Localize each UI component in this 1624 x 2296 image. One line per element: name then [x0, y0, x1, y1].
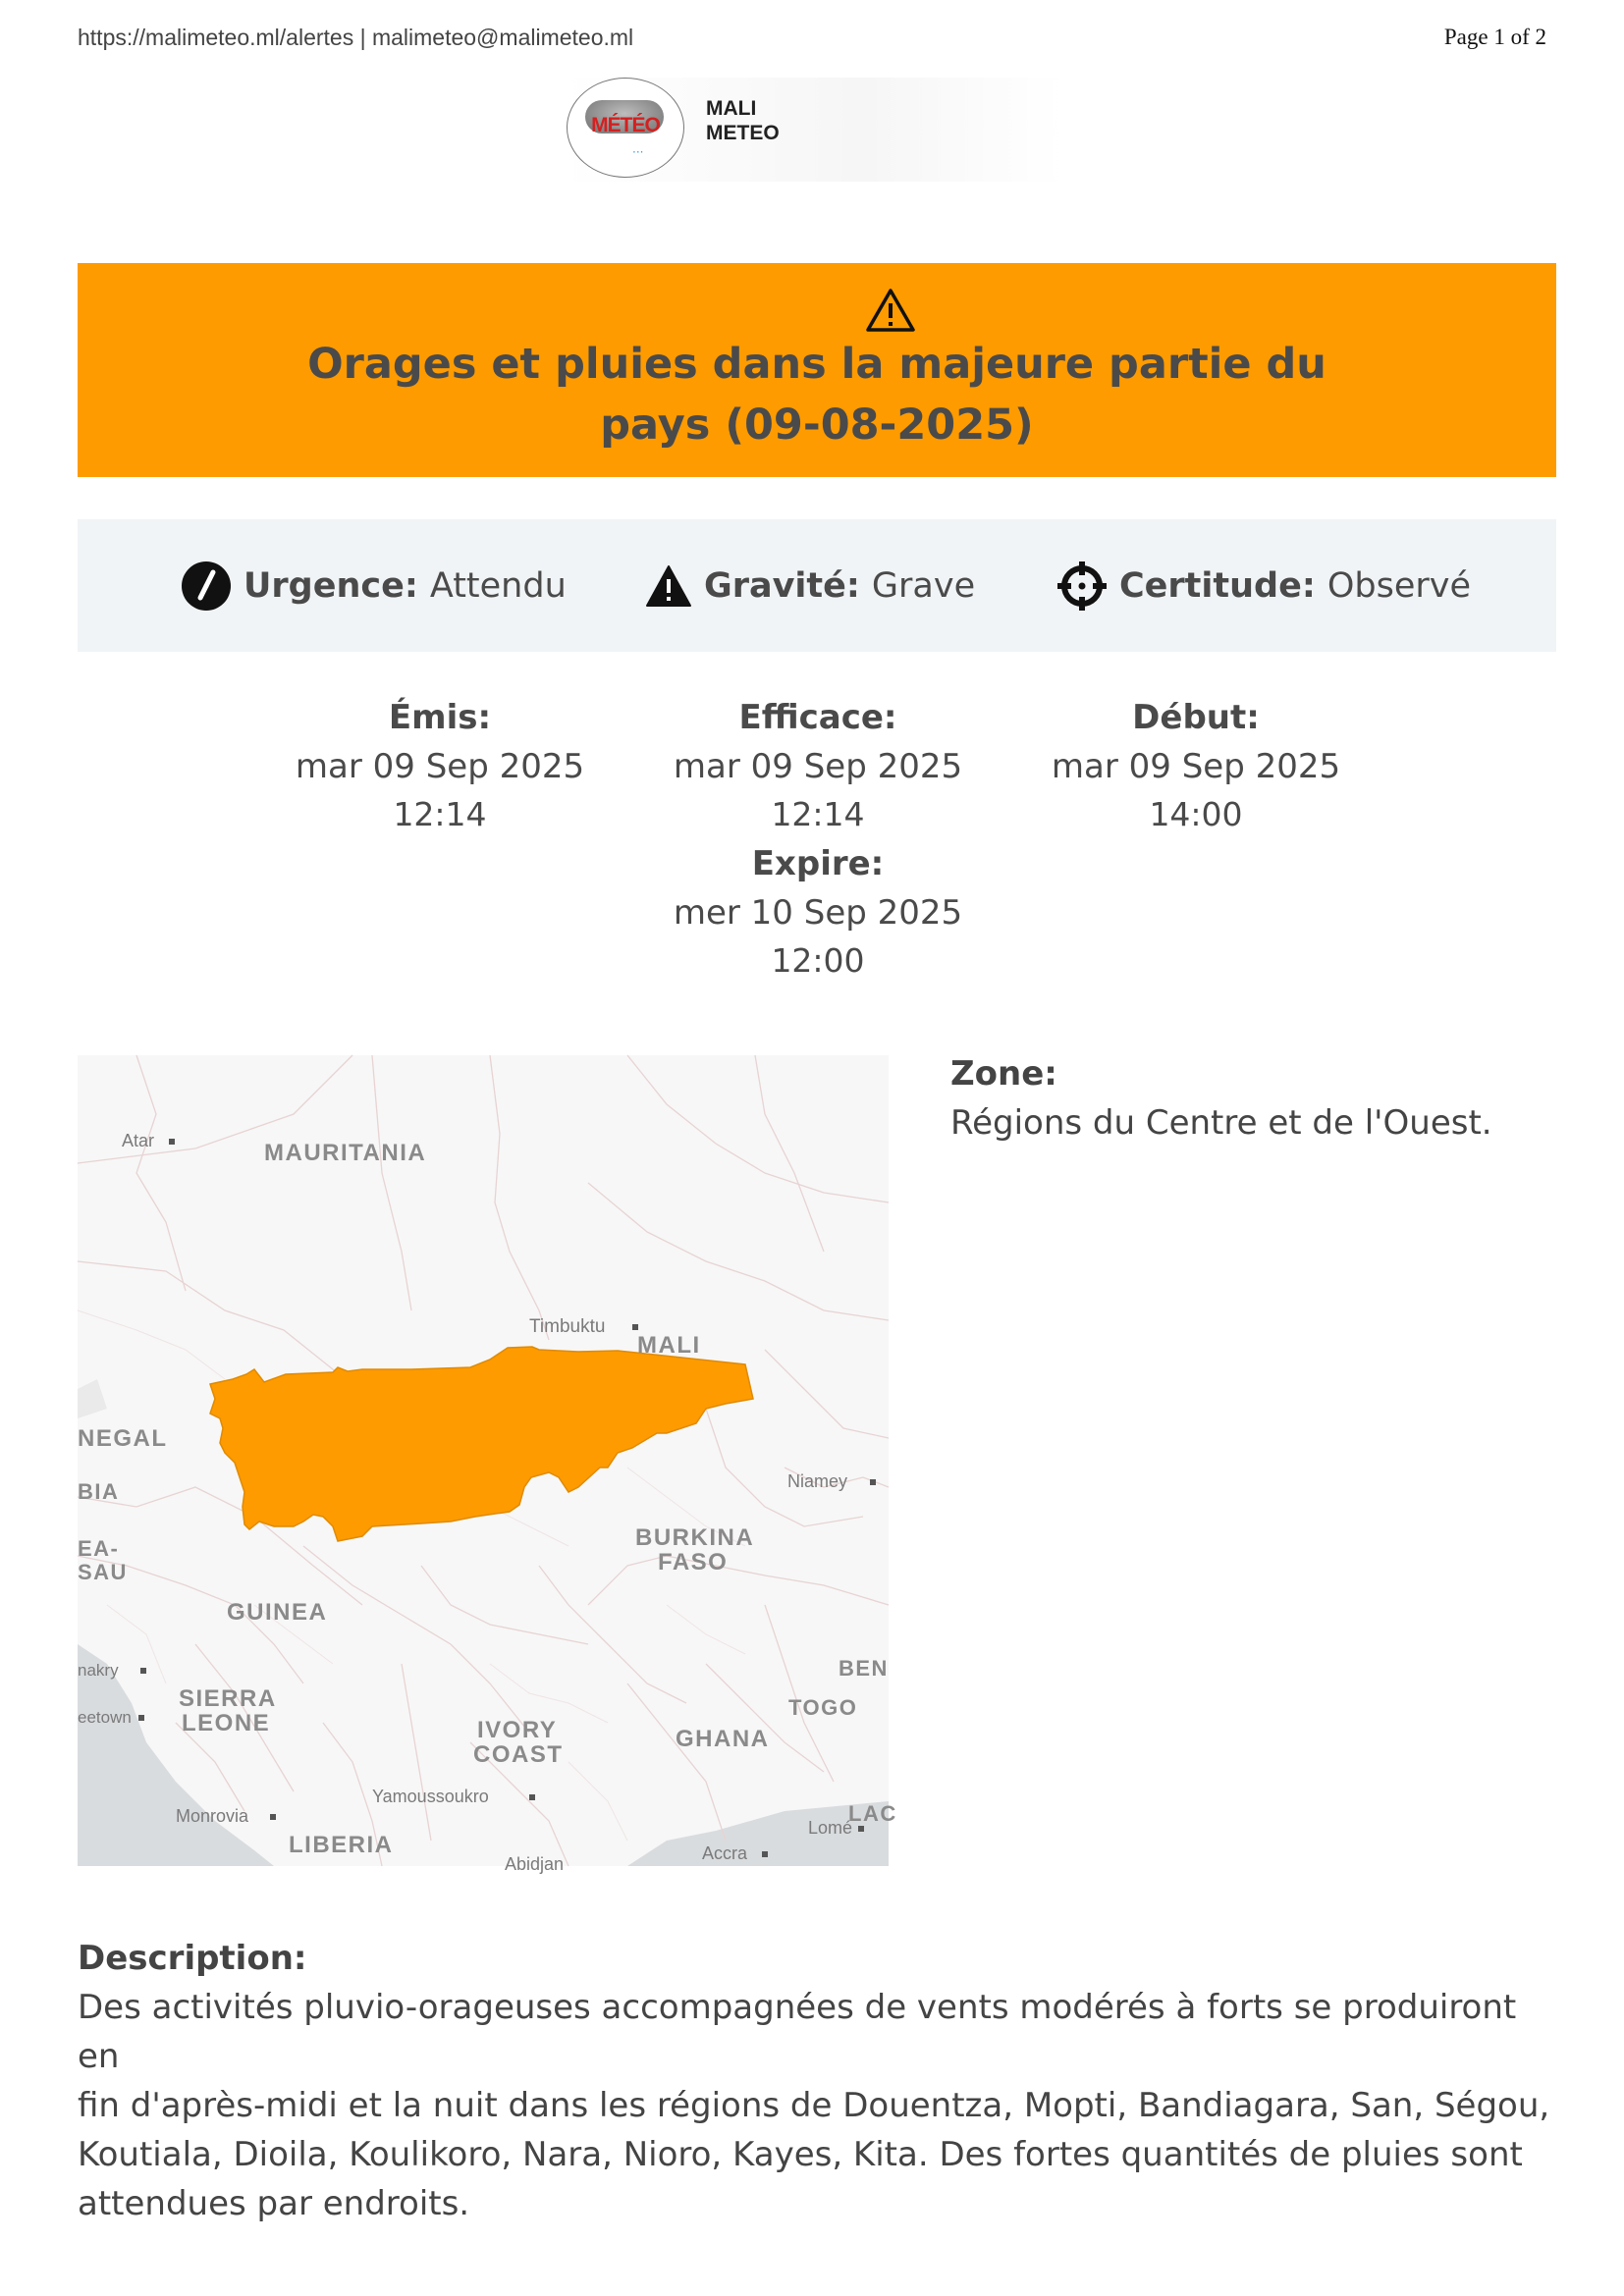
severity-value: Grave: [871, 566, 976, 606]
city-timbuktu: Timbuktu: [529, 1316, 606, 1337]
description-line-1: Des activités pluvio-orageuses accompagnées de vents modérés à forts se produiront en: [78, 1988, 1517, 2076]
issued-label: Émis:: [388, 698, 492, 737]
urgency-item: [181, 561, 567, 611]
description-line-4: attendues par endroits.: [78, 2184, 470, 2223]
city-yamoussoukro: Yamoussoukro: [372, 1787, 489, 1806]
map-label-mali: MALI: [637, 1332, 701, 1359]
crosshair-icon: [1056, 561, 1108, 612]
map-label-liberia: LIBERIA: [289, 1832, 394, 1858]
city-atar: Atar: [122, 1131, 155, 1150]
map-label-ghana: GHANA: [676, 1726, 770, 1752]
issued-date: mar 09 Sep 2025: [295, 747, 585, 786]
issued-block: [287, 693, 593, 838]
onset-date: mar 09 Sep 2025: [1051, 747, 1341, 786]
city-abidjan: Abidjan: [505, 1854, 565, 1874]
alert-banner: [78, 263, 1556, 477]
onset-time: 14:00: [1149, 795, 1243, 833]
map-label-mauritania: MAURITANIA: [264, 1140, 427, 1166]
clock-icon: [181, 561, 232, 612]
logo-text: [706, 96, 780, 145]
expires-block: [665, 839, 971, 985]
description-line-2: fin d'après-midi et la nuit dans les régions de Douentza, Mopti, Bandiagara, San, Ségou,: [78, 2086, 1550, 2125]
description-label: Description:: [78, 1939, 307, 1978]
certainty-item: [1056, 561, 1471, 611]
logo-emblem: [567, 78, 684, 178]
city-freetown: eetown: [78, 1708, 132, 1727]
map-label-guinea: GUINEA: [227, 1599, 328, 1626]
zone-block: [950, 1049, 1492, 1148]
expires-date: mer 10 Sep 2025: [673, 893, 963, 933]
logo-mark: MÉTÉO: [591, 114, 660, 136]
map-label-lagos: LAC: [848, 1801, 897, 1826]
issued-time: 12:14: [393, 795, 487, 833]
certainty-label: Certitude:: [1119, 566, 1316, 606]
zone-label: Zone:: [950, 1054, 1057, 1094]
city-lome: Lomé: [808, 1818, 853, 1838]
logo-line-2: METEO: [706, 122, 780, 144]
alert-title: [78, 334, 1556, 455]
effective-date: mar 09 Sep 2025: [673, 747, 963, 786]
zone-value: Régions du Centre et de l'Ouest.: [950, 1103, 1492, 1143]
alert-meta-bar: [78, 519, 1556, 652]
warning-icon: [645, 564, 692, 608]
map-svg: [78, 1055, 897, 1874]
map-label-senegal: NEGAL: [78, 1425, 168, 1452]
urgency-label: Urgence:: [244, 566, 418, 606]
alert-area-map: [78, 1055, 897, 1874]
warning-triangle-icon: [865, 288, 916, 333]
map-label-gambia: BIA: [78, 1479, 120, 1504]
expires-label: Expire:: [751, 844, 885, 883]
rain-drops-icon: ⋅⋅⋅: [632, 145, 644, 159]
map-label-benin: BEN: [839, 1656, 889, 1681]
map-label-ivory-1: IVORY: [477, 1717, 558, 1743]
city-monrovia: Monrovia: [176, 1806, 249, 1826]
map-label-ivory-2: COAST: [473, 1741, 564, 1768]
map-label-burkina-2: FASO: [658, 1549, 729, 1575]
description-block: [78, 1934, 1556, 2228]
city-accra: Accra: [702, 1843, 748, 1863]
certainty-value: Observé: [1326, 566, 1472, 606]
map-label-sierra-2: LEONE: [182, 1710, 271, 1736]
logo-line-1: MALI: [706, 97, 757, 120]
map-label-bissau-2: SAU: [78, 1560, 128, 1584]
map-label-bissau-1: EA-: [78, 1536, 120, 1561]
alert-title-text: Orages et pluies dans la majeure partie du pays (09-08-2025): [307, 340, 1326, 450]
effective-time: 12:14: [771, 795, 865, 833]
map-label-togo: TOGO: [788, 1695, 858, 1720]
onset-label: Début:: [1132, 698, 1260, 737]
expires-time: 12:00: [771, 941, 865, 980]
description-line-3: Koutiala, Dioila, Koulikoro, Nara, Nioro, Kayes, Kita. Des fortes quantités de pluies sont: [78, 2135, 1523, 2174]
effective-block: [665, 693, 971, 838]
urgency-value: Attendu: [429, 566, 567, 606]
city-conakry: nakry: [78, 1661, 119, 1680]
city-niamey: Niamey: [787, 1471, 848, 1491]
severity-label: Gravité:: [704, 566, 860, 606]
map-label-burkina-1: BURKINA: [635, 1524, 755, 1551]
effective-label: Efficace:: [738, 698, 897, 737]
mali-meteo-logo: [563, 78, 1063, 182]
severity-item: [645, 561, 975, 611]
header-contact: https://malimeteo.ml/alertes | malimeteo@malimeteo.ml: [78, 25, 634, 50]
onset-block: [1043, 693, 1349, 838]
map-label-sierra-1: SIERRA: [179, 1685, 277, 1712]
page-number: Page 1 of 2: [1443, 25, 1546, 49]
